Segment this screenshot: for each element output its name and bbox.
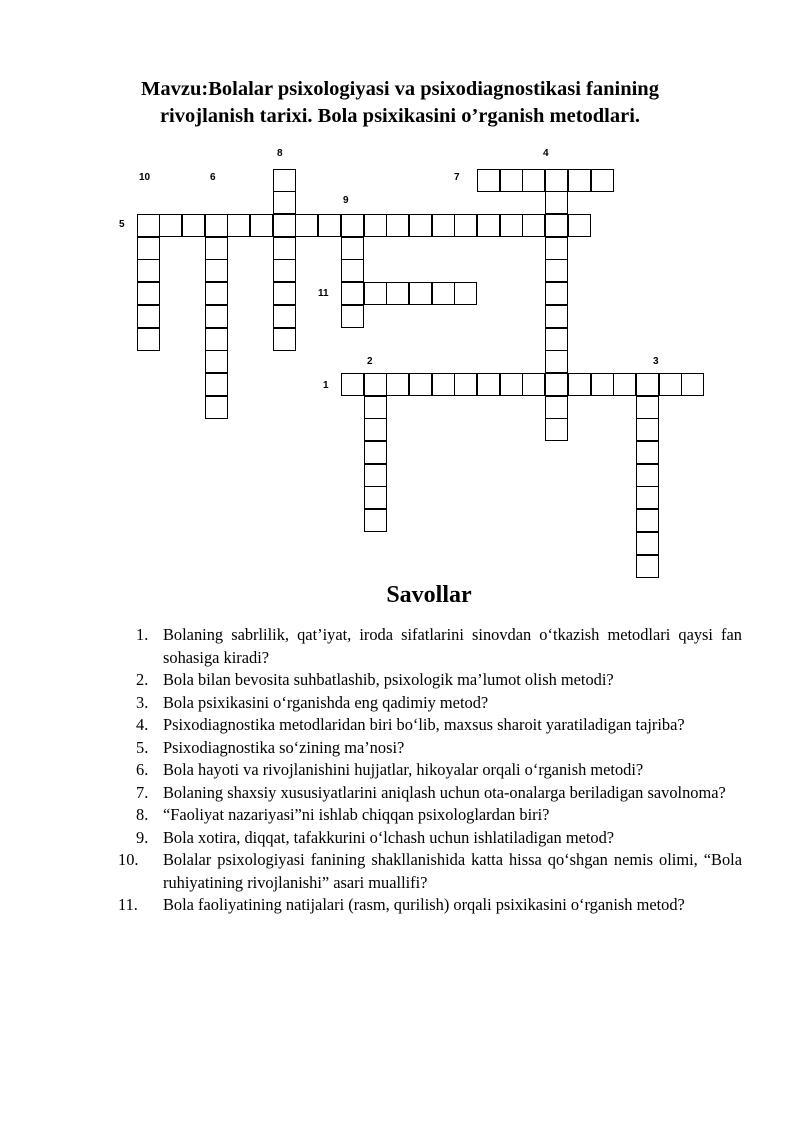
crossword-cell bbox=[636, 418, 659, 441]
crossword-cell bbox=[477, 373, 500, 396]
question-number: 1. bbox=[136, 625, 149, 644]
crossword-cell bbox=[341, 214, 364, 237]
crossword-cell bbox=[205, 328, 228, 351]
crossword-cell bbox=[568, 169, 591, 192]
crossword-cell bbox=[273, 282, 296, 305]
crossword-cell bbox=[545, 191, 568, 214]
question-text: Bola bilan bevosita suhbatlashib, psixologik ma’lumot olish metodi? bbox=[163, 670, 614, 689]
crossword-cell bbox=[545, 282, 568, 305]
question-item bbox=[130, 827, 742, 850]
question-number: 2. bbox=[136, 670, 149, 689]
question-item bbox=[130, 669, 742, 692]
question-item bbox=[130, 759, 742, 782]
crossword-cell bbox=[500, 214, 523, 237]
crossword-cell bbox=[341, 305, 364, 328]
crossword-cell bbox=[273, 328, 296, 351]
crossword-cell bbox=[545, 350, 568, 373]
question-text: Bolaning sabrlilik, qat’iyat, iroda sifatlarini sinovdan o‘tkazish metodlari qaysi fan sohasiga kiradi? bbox=[163, 625, 742, 667]
crossword-cell bbox=[273, 259, 296, 282]
crossword-cell bbox=[545, 237, 568, 260]
clue-number-7: 7 bbox=[454, 172, 460, 183]
crossword-cell bbox=[318, 214, 341, 237]
crossword-cell bbox=[409, 214, 432, 237]
crossword-cell bbox=[137, 237, 160, 260]
crossword-cell bbox=[591, 169, 614, 192]
crossword-cell bbox=[341, 282, 364, 305]
crossword-cell bbox=[681, 373, 704, 396]
question-number: 9. bbox=[136, 827, 149, 847]
crossword-cell bbox=[613, 373, 636, 396]
clue-number-5: 5 bbox=[119, 219, 125, 230]
crossword-cell bbox=[545, 373, 568, 396]
crossword-cell bbox=[454, 373, 477, 396]
crossword-cell bbox=[159, 214, 182, 237]
question-item bbox=[130, 714, 742, 737]
crossword-cell bbox=[568, 214, 591, 237]
clue-number-11: 11 bbox=[318, 288, 329, 299]
crossword-cell bbox=[591, 373, 614, 396]
question-text: Psixodiagnostika metodlaridan biri bo‘lib, maxsus sharoit yaratiladigan tajriba? bbox=[163, 715, 685, 734]
crossword-cell bbox=[364, 441, 387, 464]
crossword-cell bbox=[454, 214, 477, 237]
question-number: 4. bbox=[136, 715, 149, 734]
clue-number-6: 6 bbox=[210, 172, 216, 183]
question-item bbox=[118, 849, 742, 894]
crossword-cell bbox=[409, 282, 432, 305]
crossword-cell bbox=[364, 396, 387, 419]
crossword-cell bbox=[659, 373, 682, 396]
question-text: Bolaning shaxsiy xususiyatlarini aniqlash uchun ota-onalarga beriladigan savolnoma? bbox=[163, 782, 726, 802]
question-text: Bolalar psixologiyasi fanining shakllanishida katta hissa qo‘shgan nemis olimi, “Bola ruhiyatining rivojlanishi” asari muallifi? bbox=[163, 850, 742, 892]
crossword-cell bbox=[273, 191, 296, 214]
question-text: Bola faoliyatining natijalari (rasm, qurilish) orqali psixikasini o‘rganish metod? bbox=[163, 895, 685, 914]
crossword-cell bbox=[545, 305, 568, 328]
crossword-cell bbox=[545, 214, 568, 237]
crossword-cell bbox=[386, 214, 409, 237]
crossword-cell bbox=[227, 214, 250, 237]
crossword-cell bbox=[364, 464, 387, 487]
questions-heading: Savollar bbox=[386, 582, 472, 608]
crossword-cell bbox=[205, 214, 228, 237]
crossword-cell bbox=[137, 282, 160, 305]
question-number: 7. bbox=[136, 782, 149, 802]
clue-number-3: 3 bbox=[653, 356, 659, 367]
question-number: 6. bbox=[136, 760, 149, 779]
crossword-cell bbox=[364, 418, 387, 441]
question-number: 10. bbox=[118, 850, 139, 869]
crossword-cell bbox=[137, 214, 160, 237]
crossword-cell bbox=[205, 305, 228, 328]
crossword-cell bbox=[454, 282, 477, 305]
question-text: Bola psixikasini o‘rganishda eng qadimiy metod? bbox=[163, 692, 489, 712]
crossword-cell bbox=[386, 282, 409, 305]
question-number: 5. bbox=[136, 737, 149, 757]
crossword-cell bbox=[364, 282, 387, 305]
crossword-cell bbox=[137, 328, 160, 351]
title-line-1: Mavzu:Bolalar psixologiyasi va psixodiagnostikasi fanining bbox=[141, 78, 659, 100]
crossword-cell bbox=[273, 305, 296, 328]
crossword-cell bbox=[522, 169, 545, 192]
clue-number-1: 1 bbox=[323, 380, 329, 391]
crossword-cell bbox=[500, 169, 523, 192]
crossword-cell bbox=[205, 259, 228, 282]
crossword-cell bbox=[205, 350, 228, 373]
crossword-cell bbox=[522, 373, 545, 396]
crossword-cell bbox=[386, 373, 409, 396]
crossword-cell bbox=[364, 486, 387, 509]
crossword-cell bbox=[477, 214, 500, 237]
question-item bbox=[130, 624, 742, 669]
question-number: 3. bbox=[136, 692, 149, 712]
crossword-cell bbox=[636, 464, 659, 487]
clue-number-8: 8 bbox=[277, 148, 283, 159]
crossword-cell bbox=[273, 169, 296, 192]
crossword-cell bbox=[568, 373, 591, 396]
crossword-cell bbox=[636, 509, 659, 532]
question-number: 8. bbox=[136, 805, 149, 824]
question-item bbox=[130, 737, 742, 760]
crossword-cell bbox=[205, 237, 228, 260]
crossword-cell bbox=[545, 259, 568, 282]
crossword-cell bbox=[364, 509, 387, 532]
crossword-cell bbox=[636, 441, 659, 464]
question-text: “Faoliyat nazariyasi”ni ishlab chiqqan psixologlardan biri? bbox=[163, 805, 550, 824]
crossword-cell bbox=[432, 282, 455, 305]
question-item bbox=[118, 894, 742, 917]
crossword-cell bbox=[500, 373, 523, 396]
crossword-cell bbox=[250, 214, 273, 237]
crossword-cell bbox=[477, 169, 500, 192]
title-line-2: rivojlanish tarixi. Bola psixikasini o’rganish metodlari. bbox=[159, 105, 641, 127]
crossword-cell bbox=[432, 373, 455, 396]
question-text: Bola xotira, diqqat, tafakkurini o‘lchash uchun ishlatiladigan metod? bbox=[163, 827, 615, 847]
questions-list bbox=[118, 624, 742, 917]
crossword-cell bbox=[636, 555, 659, 578]
crossword-cell bbox=[636, 532, 659, 555]
crossword-cell bbox=[341, 237, 364, 260]
clue-number-2: 2 bbox=[367, 356, 373, 367]
crossword-cell bbox=[636, 396, 659, 419]
crossword-cell bbox=[341, 259, 364, 282]
crossword-cell bbox=[409, 373, 432, 396]
crossword-cell bbox=[545, 396, 568, 419]
question-number: 11. bbox=[118, 895, 138, 914]
crossword-cell bbox=[364, 214, 387, 237]
question-item bbox=[130, 782, 742, 805]
crossword-cell bbox=[137, 305, 160, 328]
crossword-cell bbox=[205, 282, 228, 305]
clue-number-9: 9 bbox=[343, 195, 349, 206]
crossword-cell bbox=[273, 237, 296, 260]
crossword-cell bbox=[182, 214, 205, 237]
crossword-cell bbox=[295, 214, 318, 237]
crossword-cell bbox=[341, 373, 364, 396]
crossword-cell bbox=[522, 214, 545, 237]
question-text: Psixodiagnostika so‘zining ma’nosi? bbox=[163, 737, 405, 757]
question-item bbox=[130, 804, 742, 827]
crossword-cell bbox=[273, 214, 296, 237]
crossword-cell bbox=[545, 169, 568, 192]
clue-number-10: 10 bbox=[139, 172, 151, 183]
question-text: Bola hayoti va rivojlanishini hujjatlar, hikoyalar orqali o‘rganish metodi? bbox=[163, 760, 644, 779]
crossword-cell bbox=[137, 259, 160, 282]
crossword-cell bbox=[205, 373, 228, 396]
crossword-cell bbox=[636, 373, 659, 396]
crossword-cell bbox=[364, 373, 387, 396]
question-item bbox=[130, 692, 742, 715]
crossword-cell bbox=[545, 418, 568, 441]
crossword-cell bbox=[545, 328, 568, 351]
clue-number-4: 4 bbox=[543, 148, 549, 159]
crossword-cell bbox=[432, 214, 455, 237]
crossword-cell bbox=[636, 486, 659, 509]
crossword-cell bbox=[205, 396, 228, 419]
